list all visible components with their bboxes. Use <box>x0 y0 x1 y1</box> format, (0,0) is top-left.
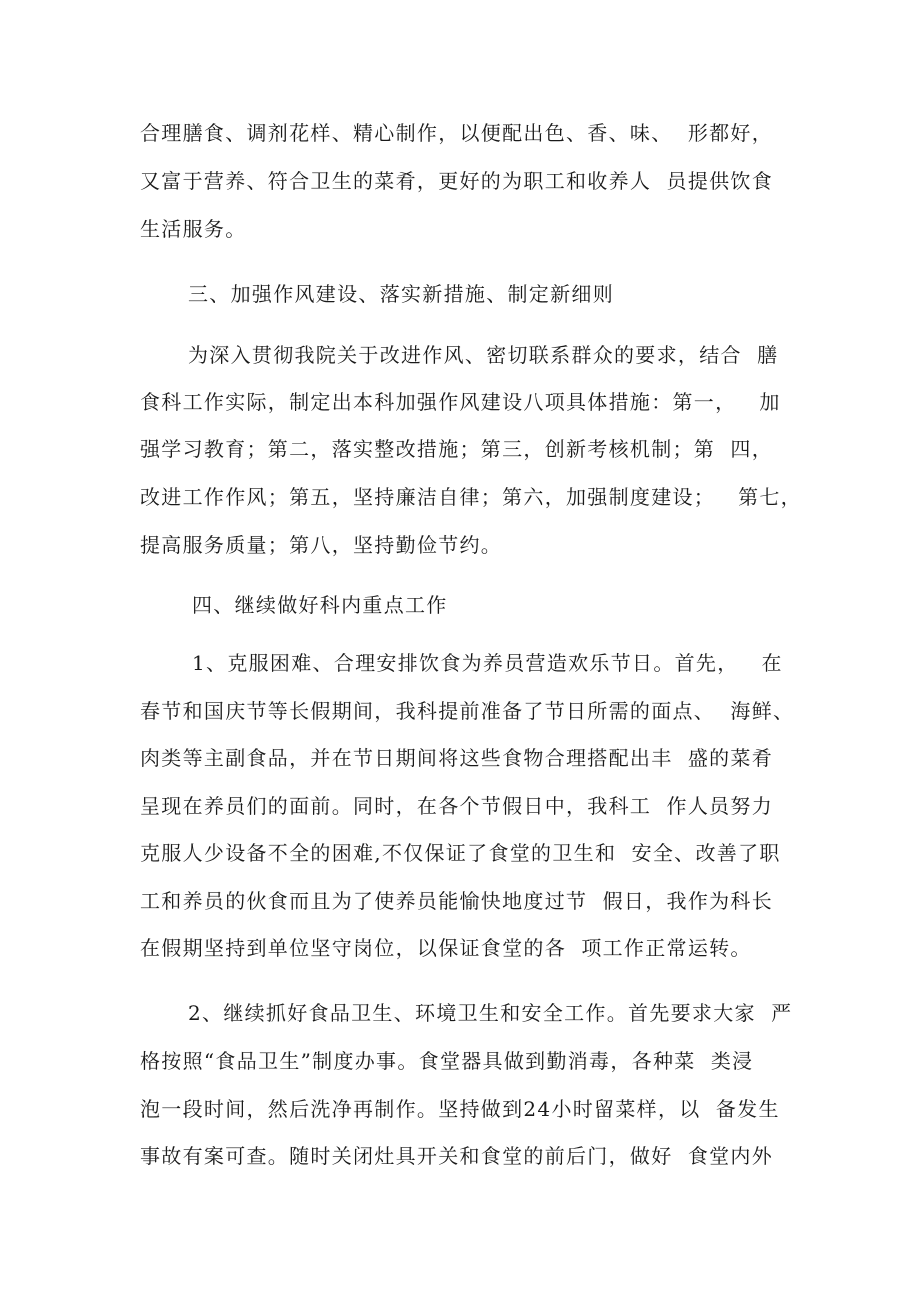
section-heading-3: 三、加强作风建设、落实新措施、制定新细则 <box>188 282 614 306</box>
body-text-line: 泡一段时间，然后洗净再制作。坚持做到24小时留菜样，以 备发生 <box>140 1097 780 1121</box>
body-text-line: 1、克服困难、合理安排饮食为养员营造欢乐节日。首先， 在 <box>192 651 783 675</box>
body-text-line: 事故有案可查。随时关闭灶具开关和食堂的前后门，做好 食堂内外 <box>140 1144 774 1168</box>
body-text-line: 春节和国庆节等长假期间，我科提前准备了节日所需的面点、 海鲜、 <box>140 699 795 723</box>
body-text-line: 呈现在养员们的面前。同时，在各个节假日中，我科工 作人员努力 <box>140 794 774 818</box>
body-text-line: 合理膳食、调剂花样、精心制作，以便配出色、香、味、 形都好， <box>140 121 774 145</box>
section-heading-4: 四、继续做好科内重点工作 <box>192 593 448 617</box>
body-text-line: 为深入贯彻我院关于改进作风、密切联系群众的要求，结合 膳 <box>188 343 779 367</box>
body-text-line: 强学习教育；第二，落实整改措施；第三，创新考核机制；第 四， <box>140 437 774 461</box>
body-text-line: 工和养员的伙食而且为了使养员能愉快地度过节 假日，我作为科长 <box>140 889 774 913</box>
body-text-line: 肉类等主副食品，并在节日期间将这些食物合理搭配出丰 盛的菜肴 <box>140 746 774 770</box>
body-text-line: 食科工作实际，制定出本科加强作风建设八项具体措施：第一， 加 <box>140 390 781 414</box>
body-text-line: 提高服务质量；第八，坚持勤俭节约。 <box>140 533 503 557</box>
body-text-line: 格按照“食品卫生”制度办事。食堂器具做到勤消毒，各种菜 类浸 <box>140 1049 754 1073</box>
body-text-line: 生活服务。 <box>140 217 247 241</box>
body-text-line: 克服人少设备不全的困难,不仅保证了食堂的卫生和 安全、改善了职 <box>140 841 781 865</box>
body-text-line: 2、继续抓好食品卫生、环境卫生和安全工作。首先要求大家 严 <box>188 1001 793 1025</box>
body-text-line: 改进工作作风；第五，坚持廉洁自律；第六，加强制度建设； 第七， <box>140 485 802 509</box>
body-text-line: 又富于营养、符合卫生的菜肴，更好的为职工和收养人 员提供饮食 <box>140 169 774 193</box>
body-text-line: 在假期坚持到单位坚守岗位，以保证食堂的各 项工作正常运转。 <box>140 936 752 960</box>
